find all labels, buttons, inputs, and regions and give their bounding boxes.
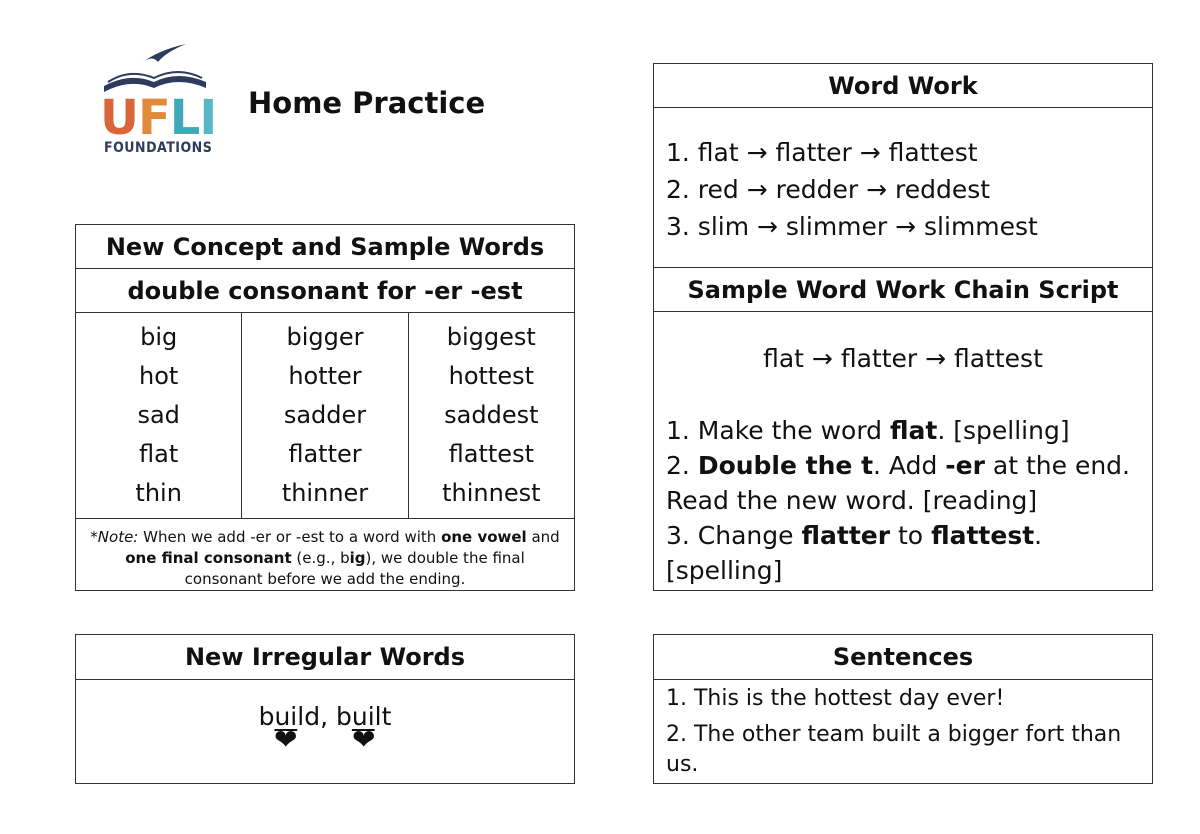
logo-letter-f: F xyxy=(137,90,170,146)
irregular-words-panel xyxy=(75,634,575,784)
script-step xyxy=(666,448,1140,483)
heart-icon: ❤ xyxy=(352,723,376,756)
word-part: ld xyxy=(297,702,321,731)
list-item: 2. red → redder → reddest xyxy=(666,175,991,204)
word-cell: big xyxy=(140,323,178,351)
script-step xyxy=(666,518,1140,588)
sentences-panel xyxy=(653,634,1153,784)
sentence-item: 1. This is the hottest day ever! xyxy=(666,686,1005,711)
word-work-panel xyxy=(653,63,1153,591)
er-words-column xyxy=(241,313,407,518)
step-text: 1. Make the word xyxy=(666,416,890,445)
word-cell: thinner xyxy=(281,479,369,507)
word-cell: biggest xyxy=(446,323,536,351)
note-text: and xyxy=(526,528,560,546)
step-text: 3. Change xyxy=(666,521,802,550)
logo-subtitle: FOUNDATIONS xyxy=(104,140,213,156)
step-text: . [spelling] xyxy=(937,416,1070,445)
word-cell: bigger xyxy=(286,323,364,351)
word-part: b xyxy=(335,702,352,731)
word-cell: sad xyxy=(137,401,180,429)
note-bold: one final consonant xyxy=(125,549,292,567)
logo-letter-i: I xyxy=(199,90,217,146)
note-text: ), we double the final consonant before we add the ending. xyxy=(184,549,525,588)
heart-icon: ❤ xyxy=(274,723,298,756)
word-cell: saddest xyxy=(444,401,539,429)
separator: , xyxy=(320,702,336,731)
word-cell: hotter xyxy=(288,362,362,390)
sentence-item: 2. The other team built a bigger fort than us. xyxy=(666,722,1122,777)
word-work-list xyxy=(654,108,1152,268)
sentences-list xyxy=(654,680,1152,780)
step-bold: flatter xyxy=(801,521,891,550)
sentences-header: Sentences xyxy=(654,635,1152,680)
concept-header: New Concept and Sample Words xyxy=(76,225,574,269)
logo-letters xyxy=(100,90,216,146)
script-step-continuation: Read the new word. [reading] xyxy=(666,486,1038,515)
script-step xyxy=(666,413,1140,448)
logo-letter-l: L xyxy=(169,90,200,146)
est-words-column xyxy=(408,313,574,518)
concept-subheader: double consonant for -er -est xyxy=(76,269,574,313)
step-text: 2. xyxy=(666,451,698,480)
irregular-header: New Irregular Words xyxy=(76,635,574,680)
step-bold: flattest xyxy=(931,521,1035,550)
note-text: When we add -er or -est to a word with xyxy=(138,528,442,546)
irregular-words xyxy=(76,702,574,731)
step-bold: -er xyxy=(945,451,985,480)
step-text: at the end. xyxy=(984,451,1130,480)
heart-part-underline: ui xyxy=(274,702,298,731)
word-part: b xyxy=(258,702,275,731)
logo-letter-u: U xyxy=(100,90,138,146)
note-text: (e.g., b xyxy=(291,549,350,567)
ufli-logo xyxy=(100,42,220,162)
word-part: lt xyxy=(374,702,392,731)
heart-part-underline: ui xyxy=(351,702,375,731)
script-steps xyxy=(654,413,1152,588)
word-cell: thin xyxy=(135,479,182,507)
word-work-header: Word Work xyxy=(654,64,1152,108)
concept-note xyxy=(76,519,574,598)
word-cell: flat xyxy=(139,440,179,468)
page-title: Home Practice xyxy=(248,86,486,120)
sample-words-grid xyxy=(76,313,574,519)
step-bold: Double the t xyxy=(697,451,874,480)
list-item: 3. slim → slimmer → slimmest xyxy=(666,212,1038,241)
word-cell: flattest xyxy=(448,440,534,468)
step-bold: flat xyxy=(889,416,938,445)
word-cell: flatter xyxy=(288,440,362,468)
note-bold: one vowel xyxy=(441,528,527,546)
word-cell: hot xyxy=(139,362,179,390)
concept-panel xyxy=(75,224,575,591)
note-bold: ig xyxy=(349,549,366,567)
step-text: . Add xyxy=(873,451,946,480)
word-cell: hottest xyxy=(448,362,535,390)
script-chain: flat → flatter → flattest xyxy=(763,344,1043,373)
step-text: to xyxy=(890,521,932,550)
list-item: 1. flat → flatter → flattest xyxy=(666,138,978,167)
book-bird-icon xyxy=(100,42,210,97)
step-text: . [spelling] xyxy=(666,521,1043,585)
script-header: Sample Word Work Chain Script xyxy=(654,268,1152,312)
word-cell: thinnest xyxy=(442,479,541,507)
base-words-column xyxy=(76,313,241,518)
hearts-row xyxy=(76,723,574,761)
note-lead: *Note: xyxy=(90,528,139,546)
word-cell: sadder xyxy=(283,401,367,429)
